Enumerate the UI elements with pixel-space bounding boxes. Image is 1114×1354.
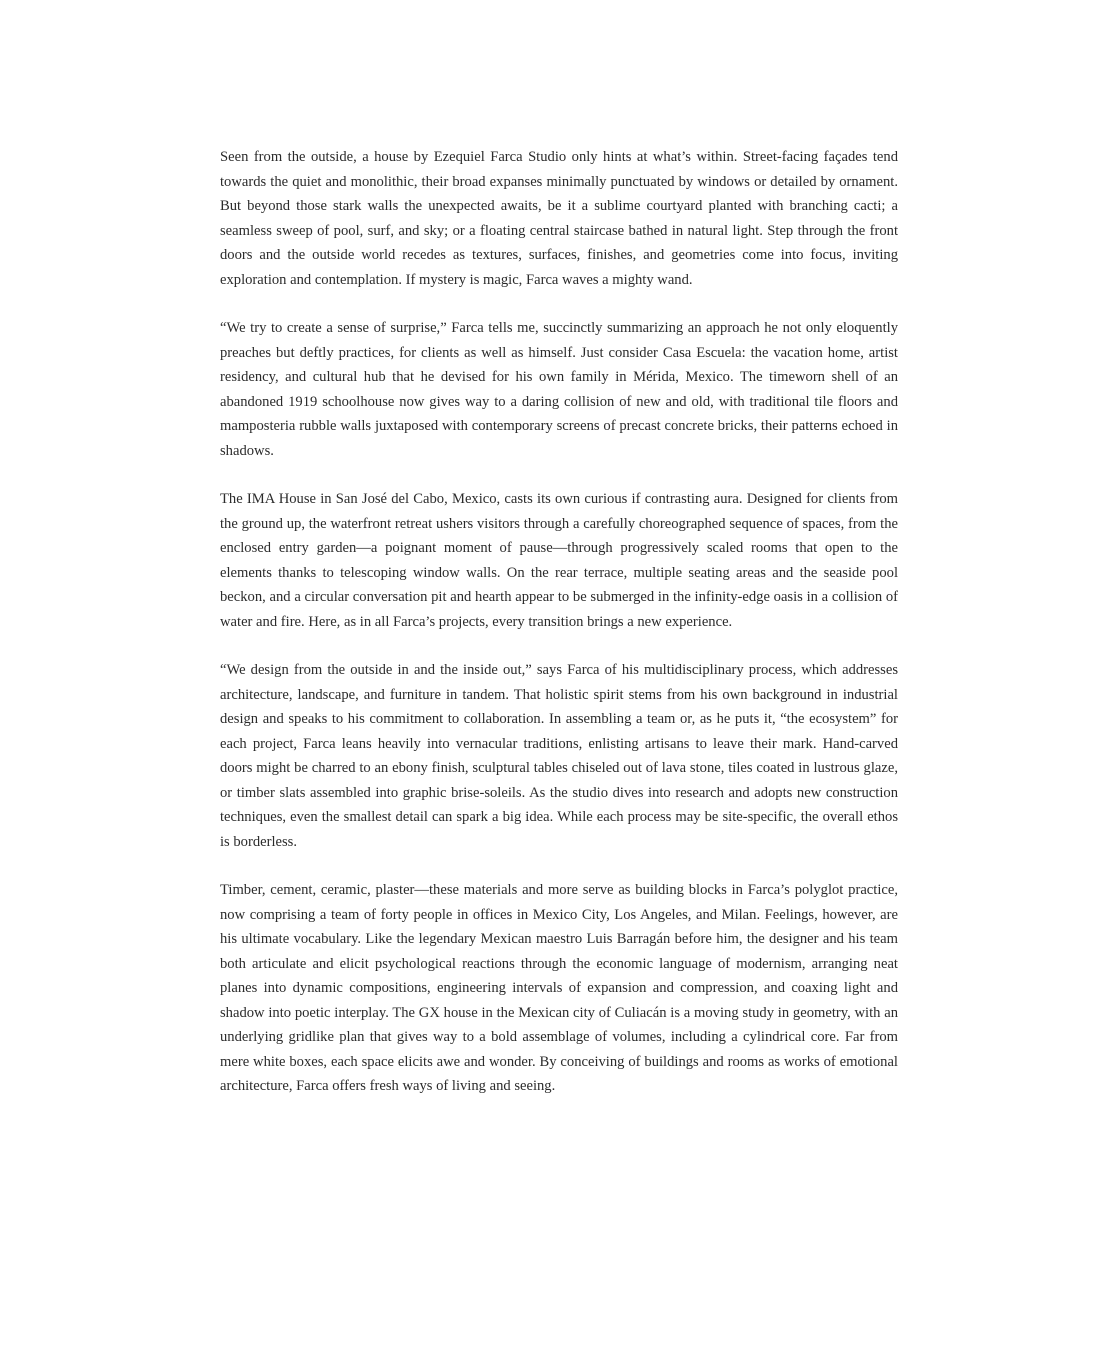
paragraph-3: The IMA House in San José del Cabo, Mexico, casts its own curious if contrasting aura. Designed for clients from the ground up, the waterfront retreat ushers visitors through a carefully choreographed sequence of spaces, from the enclosed entry garden—a poignant moment of pause—through progressively scaled rooms that open to the elements thanks to telescoping window walls. On the rear terrace, multiple seating areas and the seaside pool beckon, and a circular conversation pit and hearth appear to be submerged in the infinity-edge oasis in a collision of water and fire. Here, as in all Farca’s projects, every transition brings a new experience. [220, 491, 898, 630]
article-body [220, 145, 898, 1123]
paragraph-1: Seen from the outside, a house by Ezequiel Farca Studio only hints at what’s within. Street-facing façades tend towards the quiet and monolithic, their broad expanses minimally punctuated by windows or detailed by ornament. But beyond those stark walls the unexpected awaits, be it a sublime courtyard planted with branching cacti; a seamless sweep of pool, surf, and sky; or a floating central staircase bathed in natural light. Step through the front doors and the outside world recedes as textures, surfaces, finishes, and geometries come into focus, inviting exploration and contemplation. If mystery is magic, Farca waves a mighty wand. [220, 149, 898, 288]
paragraph-5: Timber, cement, ceramic, plaster—these materials and more serve as building blocks in Farca’s polyglot practice, now comprising a team of forty people in offices in Mexico City, Los Angeles, and Milan. Feelings, however, are his ultimate vocabulary. Like the legendary Mexican maestro Luis Barragán before him, the designer and his team both articulate and elicit psychological reactions through the economic language of modernism, arranging neat planes into dynamic compositions, engineering intervals of expansion and compression, and coaxing light and shadow into poetic interplay. The GX house in the Mexican city of Culiacán is a moving study in geometry, with an underlying gridlike plan that gives way to a bold assemblage of volumes, including a cylindrical core. Far from mere white boxes, each space elicits awe and wonder. By conceiving of buildings and rooms as works of emotional architecture, Farca offers fresh ways of living and seeing. [220, 882, 898, 1094]
paragraph-4: “We design from the outside in and the inside out,” says Farca of his multidisciplinary process, which addresses architecture, landscape, and furniture in tandem. That holistic spirit stems from his own background in industrial design and speaks to his commitment to collaboration. In assembling a team or, as he puts it, “the ecosystem” for each project, Farca leans heavily into vernacular traditions, enlisting artisans to leave their mark. Hand-carved doors might be charred to an ebony finish, sculptural tables chiseled out of lava stone, tiles coated in lustrous glaze, or timber slats assembled into graphic brise-soleils. As the studio dives into research and adopts new construction techniques, even the smallest detail can spark a big idea. While each process may be site-specific, the overall ethos is borderless. [220, 662, 898, 850]
paragraph-2: “We try to create a sense of surprise,” Farca tells me, succinctly summarizing an approach he not only eloquently preaches but deftly practices, for clients as well as himself. Just consider Casa Escuela: the vacation home, artist residency, and cultural hub that he devised for his own family in Mérida, Mexico. The timeworn shell of an abandoned 1919 schoolhouse now gives way to a daring collision of new and old, with traditional tile floors and mamposteria rubble walls juxtaposed with contemporary screens of precast concrete bricks, their patterns echoed in shadows. [220, 320, 898, 459]
